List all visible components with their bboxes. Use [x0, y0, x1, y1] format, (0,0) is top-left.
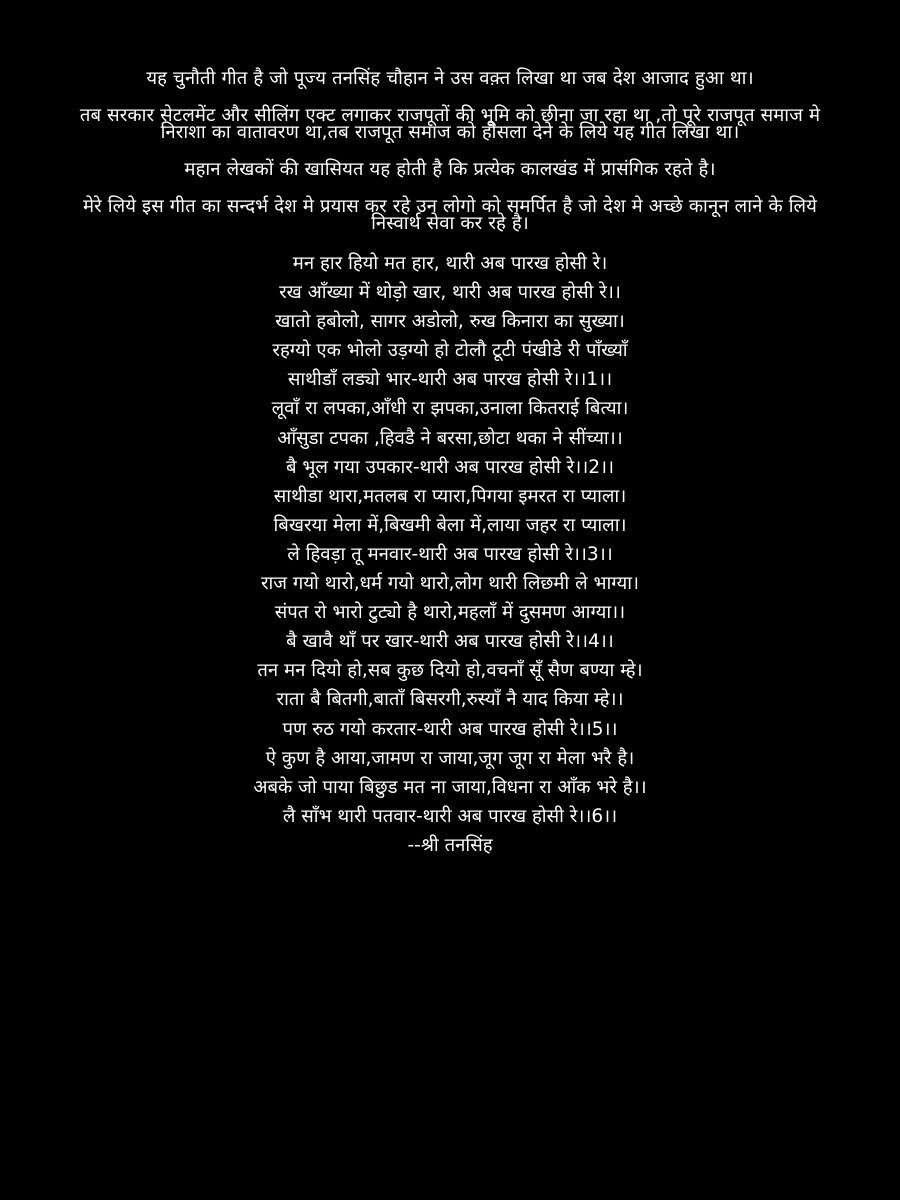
intro-paragraph-2: तब सरकार सेटलमेंट और सीलिंग एक्ट लगाकर राजपूतों की भूमि को छीना जा रहा था ,तो पूरे राजपूत समाज मे निराशा का वातावरण था,तब राजपूत समाज को हौसला देने के लिये यह गीत लिखा था।: [79, 105, 821, 143]
poem-line: खातो हबोलो, सागर अडोलो, रुख किनारा का सुख्या।: [275, 311, 625, 333]
poem-line: मन हार हियो मत हार, थारी अब पारख होसी रे।: [292, 253, 608, 274]
poem-line: राता बै बितगी,बाताँ बिसरगी,रुस्याँ नै याद किया म्हे।।: [276, 689, 624, 711]
poem-line: बै भूल गया उपकार-थारी अब पारख होसी रे।।2।।: [285, 456, 615, 478]
poem-line: लूवाँ रा लपका,आँधी रा झपका,उनाला कितराई बित्या।: [271, 398, 629, 420]
intro-paragraph-3: महान लेखकों की खासियत यह होती है कि प्रत्येक कालखंड में प्रासंगिक रहते है।: [184, 159, 716, 180]
poem-line: संपत रो भारो टुट्यो है थारो,महलाँ में दुसमण आग्या।।: [274, 602, 626, 624]
intro-section: [60, 70, 840, 232]
poem-line: साथीडाँ लड्यो भार-थारी अब पारख होसी रे।।1।।: [287, 369, 613, 391]
poem: [60, 254, 840, 856]
poem-line: ले हिवड़ा तू मनवार-थारी अब पारख होसी रे।।3।।: [287, 543, 613, 565]
poem-line: लै साँभ थारी पतवार-थारी अब पारख होसी रे।।6।।: [282, 805, 618, 827]
intro-paragraph-1: यह चुनौती गीत है जो पूज्य तनसिंह चौहान ने उस वक़्त लिखा था जब देश आजाद हुआ था।: [146, 68, 754, 89]
poem-author: --श्री तनसिंह: [407, 834, 493, 856]
poem-line: बिखरया मेला में,बिखमी बेला में,लाया जहर रा प्याला।: [273, 514, 627, 536]
poem-line: तन मन दियो हो,सब कुछ दियो हो,वचनाँ सूँ सैण बण्या म्हे।: [257, 660, 643, 682]
poem-line: रहग्यो एक भोलो उड़ग्यो हो टोलौ टूटी पंखीडे री पाँख्याँ: [272, 340, 628, 362]
poem-line: आँसुडा टपका ,हिवडै ने बरसा,छोटा थका ने सींच्या।।: [277, 427, 623, 449]
poem-line: बै खावै थाँ पर खार-थारी अब पारख होसी रे।।4।।: [286, 631, 614, 653]
poem-line: ऐ कुण है आया,जामण रा जाया,जूग जूग रा मेला भरै है।: [265, 747, 635, 769]
poem-line: अबके जो पाया बिछुड मत ना जाया,विधना रा आँक भरे है।।: [253, 776, 647, 798]
poem-line: रख आँख्या में थोड़ो खार, थारी अब पारख होसी रे।।: [279, 282, 621, 304]
intro-paragraph-4: मेरे लिये इस गीत का सन्दर्भ देश मे प्रयास कर रहे उन लोगो को समर्पित है जो देश मे अच्छे कानून लाने के लिये निस्वार्थ सेवा कर रहे है।: [82, 196, 818, 234]
poem-line: पण रुठ गयो करतार-थारी अब पारख होसी रे।।5।।: [282, 718, 618, 740]
poem-line: राज गयो थारो,धर्म गयो थारो,लोग थारी लिछमी ले भाग्या।: [260, 573, 640, 595]
poem-line: साथीडा थारा,मतलब रा प्यारा,पिगया इमरत रा प्याला।: [273, 485, 627, 507]
